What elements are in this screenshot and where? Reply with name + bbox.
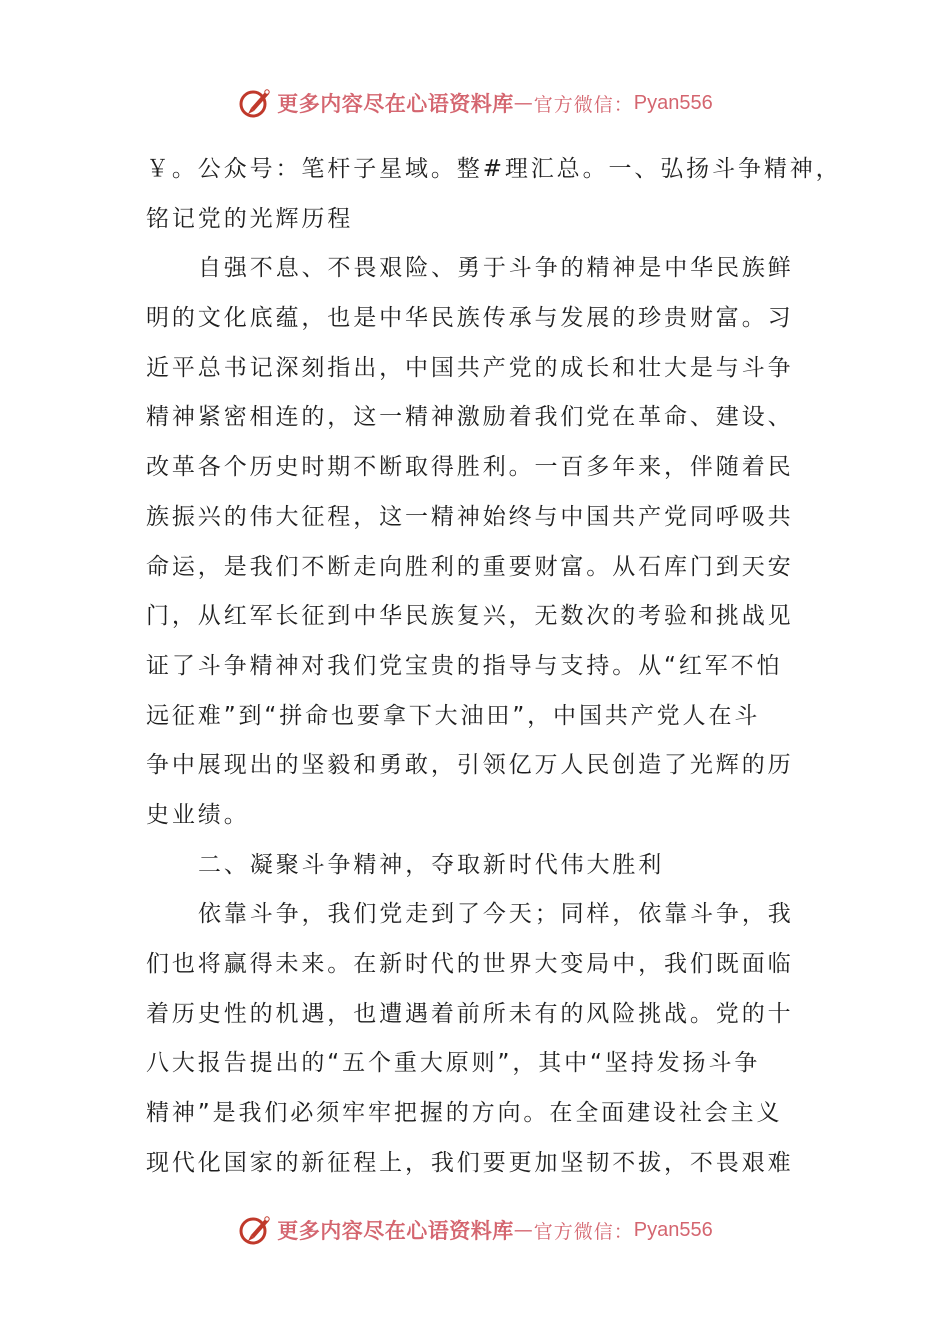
- banner-dash: —: [513, 92, 534, 114]
- text-line: 现代化国家的新征程上，我们要更加坚韧不拔，不畏艰难: [146, 1149, 794, 1176]
- banner-wechat-label: 官方微信：: [533, 93, 634, 116]
- text-line: 自强不息、不畏艰险、勇于斗争的精神是中华民族鲜: [198, 255, 794, 282]
- text-line: ￥。公众号：笔杆子星域。整#理汇总。一、弘扬斗争精神，: [146, 156, 842, 182]
- text-line: 明的文化底蕴，也是中华民族传承与发展的珍贵财富。习: [146, 305, 794, 332]
- text-line: 依靠斗争，我们党走到了今天；同样，依靠斗争，我: [198, 901, 794, 928]
- text-line: 改革各个历史时期不断取得胜利。一百多年来，伴随着民: [146, 454, 794, 481]
- text-line: 命运，是我们不断走向胜利的重要财富。从石库门到天安: [146, 553, 794, 580]
- text-line: 证了斗争精神对我们党宝贵的指导与支持。从“红军不怕: [146, 652, 783, 679]
- header-banner: [0, 81, 950, 125]
- banner-title: 更多内容尽在心语资料库: [277, 91, 514, 116]
- pen-nib-circle-icon: [237, 85, 273, 121]
- banner-dash: —: [513, 1219, 534, 1241]
- text-line: 近平总书记深刻指出，中国共产党的成长和壮大是与斗争: [146, 354, 794, 381]
- text-line: 们也将赢得未来。在新时代的世界大变局中，我们既面临: [146, 951, 794, 977]
- banner-wechat-label: 官方微信：: [533, 1220, 634, 1243]
- text-line: 八大报告提出的“五个重大原则”，其中“坚持发扬斗争: [146, 1050, 761, 1077]
- text-line: 远征难”到“拼命也要拿下大油田”，中国共产党人在斗: [146, 702, 761, 729]
- text-line: 精神”是我们必须牢牢把握的方向。在全面建设社会主义: [146, 1100, 783, 1127]
- text-line: 着历史性的机遇，也遭遇着前所未有的风险挑战。党的十: [146, 1000, 794, 1027]
- text-line: 门，从红军长征到中华民族复兴，无数次的考验和挑战见: [146, 603, 794, 630]
- text-line: 精神紧密相连的，这一精神激励着我们党在革命、建设、: [146, 404, 794, 431]
- document-body: [146, 145, 842, 1188]
- banner-wechat-id: Pyan556: [633, 1218, 713, 1241]
- text-line: 铭记党的光辉历程: [146, 205, 354, 232]
- text-line: 族振兴的伟大征程，这一精神始终与中国共产党同呼吸共: [146, 503, 794, 530]
- pen-nib-circle-icon: [237, 1212, 273, 1248]
- banner-title: 更多内容尽在心语资料库: [277, 1218, 514, 1243]
- footer-banner: [0, 1208, 950, 1252]
- text-line: 史业绩。: [146, 801, 250, 828]
- banner-wechat-id: Pyan556: [633, 91, 713, 114]
- section-heading: 二、凝聚斗争精神，夺取新时代伟大胜利: [198, 851, 665, 878]
- text-line: 争中展现出的坚毅和勇敢，引领亿万人民创造了光辉的历: [146, 752, 794, 779]
